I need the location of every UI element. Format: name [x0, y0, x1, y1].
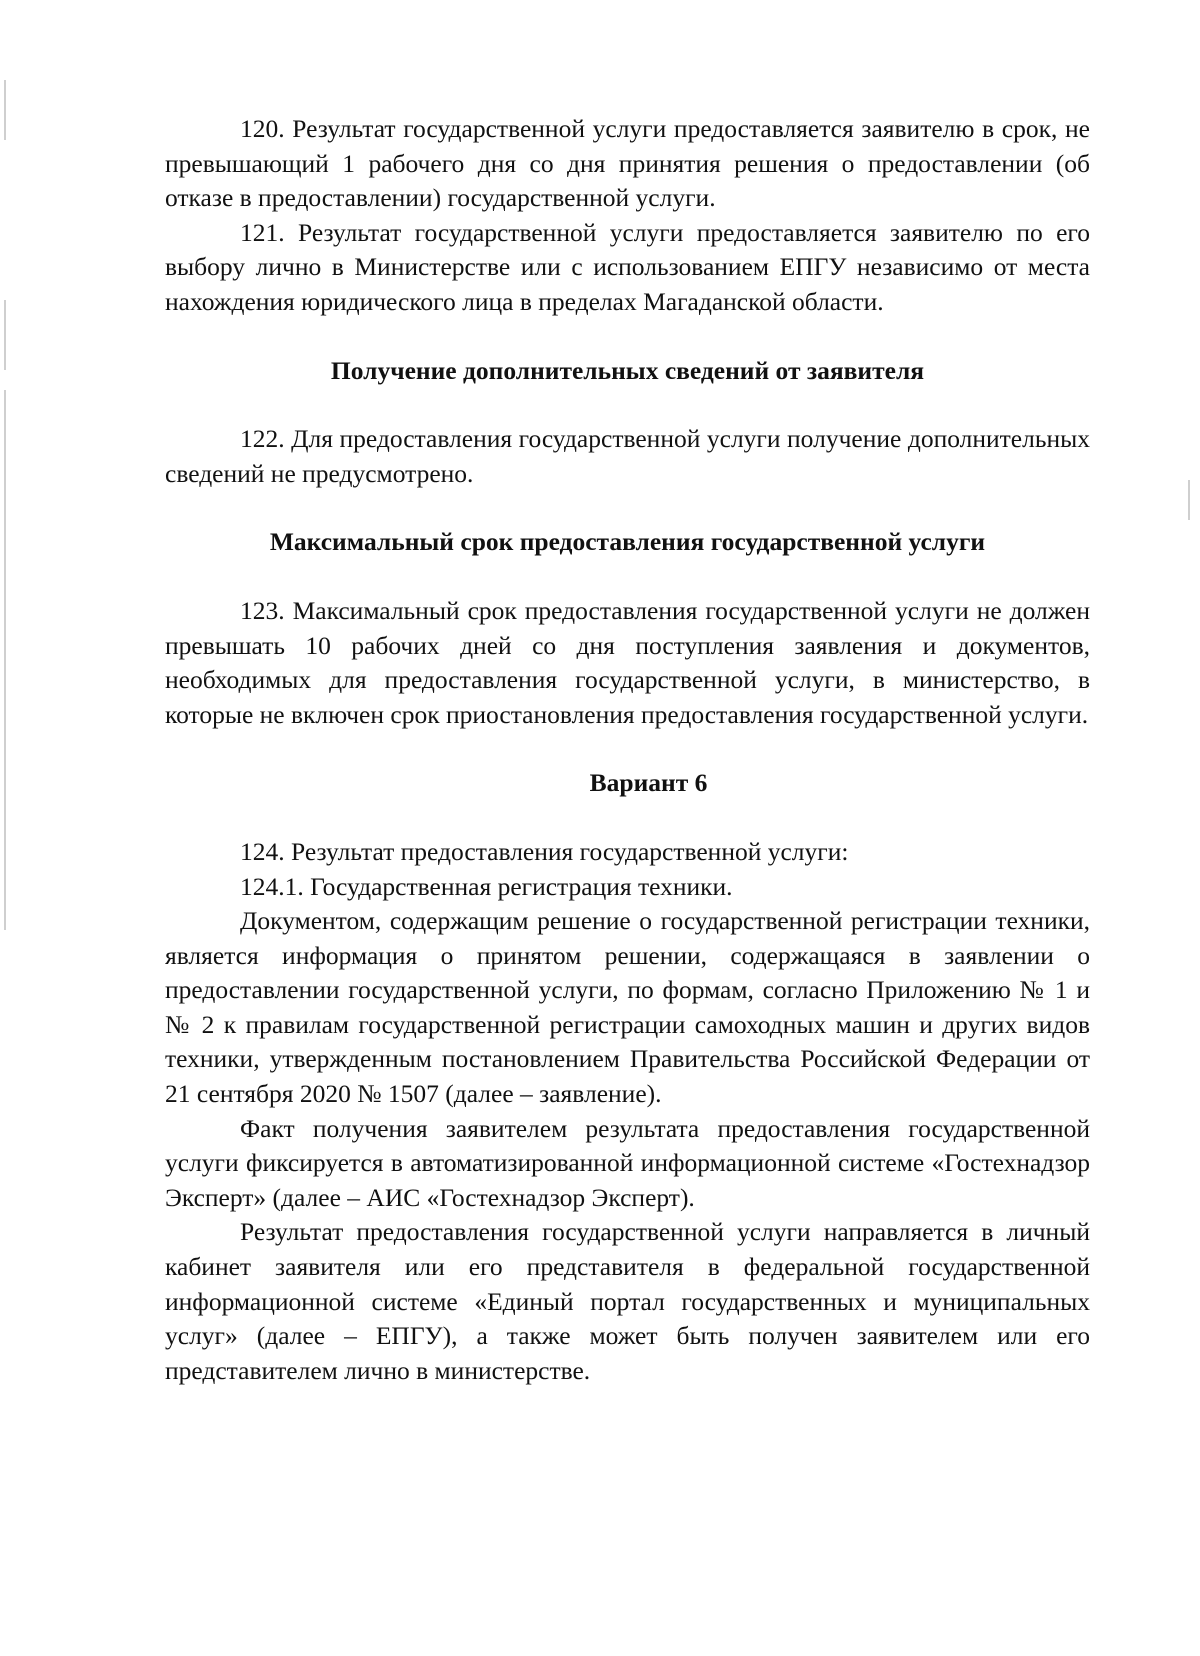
paragraph-120: 120. Результат государственной услуги предоставляется заявителю в срок, не превышающий 1 рабочего дня со дня принятия решения о предоставлении (об отказе в предоставлении) государственной услуги.	[165, 114, 1090, 213]
section-heading-variant: Вариант 6	[589, 768, 708, 798]
scan-edge-mark	[4, 390, 6, 930]
paragraph-124-1: 124.1. Государственная регистрация техники.	[240, 871, 733, 901]
paragraph-result-delivery: Результат предоставления государственной услуги направляется в личный кабинет заявителя или его представителя в федеральной государственной информационной системе «Единый портал государственных и муниципальных услуг» (далее – ЕПГУ), а также может быть получен заявителем или его представителем лично в министерстве.	[165, 1217, 1090, 1385]
paragraph-document-decision: Документом, содержащим решение о государственной регистрации техники, является информация о принятом решении, содержащаяся в заявлении о предоставлении государственной услуги, по формам, согласно Приложению № 1 и № 2 к правилам государственной регистрации самоходных машин и других видов техники, утвержденным постановлением Правительства Российской Федерации от 21 сентября 2020 № 1507 (далее – заявление).	[165, 906, 1090, 1109]
scan-edge-mark	[1188, 480, 1190, 520]
section-heading-additional-info: Получение дополнительных сведений от заявителя	[330, 355, 925, 385]
document-page	[165, 112, 1090, 1388]
paragraph-fact-of-receipt: Факт получения заявителем результата предоставления государственной услуги фиксируется в автоматизированной информационной системе «Гостехнадзор Эксперт» (далее – АИС «Гостехнадзор Эксперт).	[165, 1113, 1090, 1212]
paragraph-123: 123. Максимальный срок предоставления государственной услуги не должен превышать 10 рабочих дней со дня поступления заявления и документов, необходимых для предоставления государственной услуги, в министерство, в которые не включен срок приостановления предоставления государственной услуги.	[165, 595, 1090, 729]
paragraph-122: 122. Для предоставления государственной услуги получение дополнительных сведений не предусмотрено.	[165, 424, 1090, 488]
paragraph-124: 124. Результат предоставления государственной услуги:	[240, 836, 849, 866]
section-heading-max-term: Максимальный срок предоставления государственной услуги	[269, 527, 986, 557]
scan-edge-mark	[4, 300, 6, 370]
scan-edge-mark	[4, 80, 6, 140]
paragraph-121: 121. Результат государственной услуги предоставляется заявителю по его выбору лично в Министерстве или с использованием ЕПГУ независимо от места нахождения юридического лица в пределах Магаданской области.	[165, 217, 1090, 316]
